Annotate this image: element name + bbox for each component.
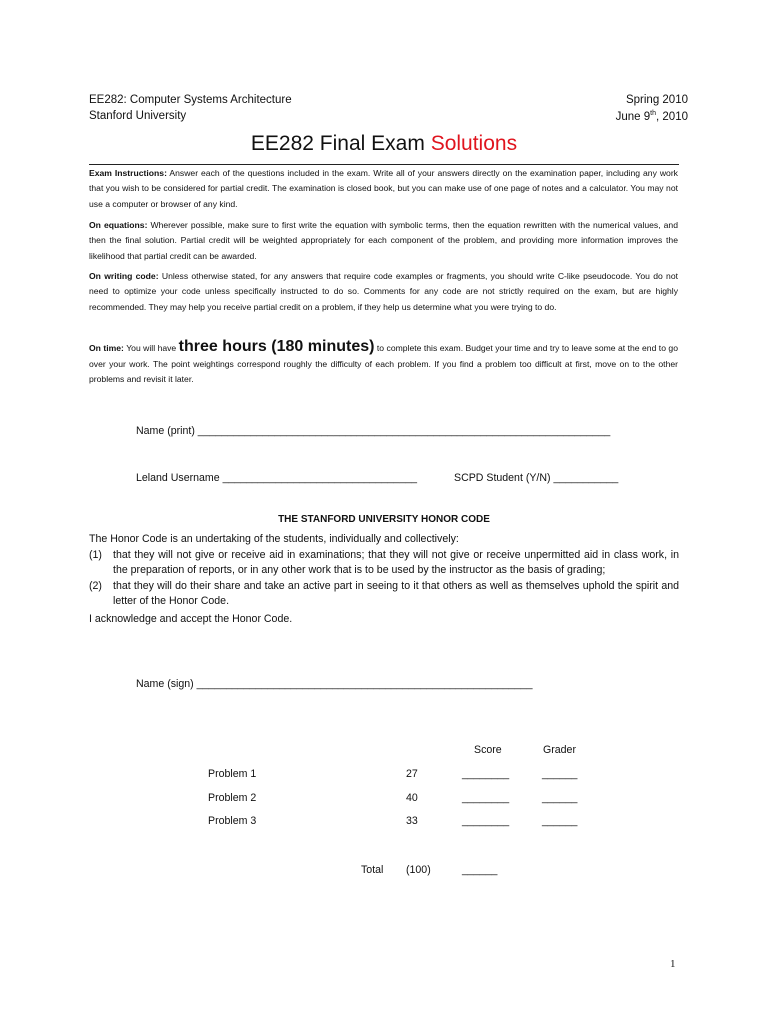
name-print-field[interactable]: Name (print) ______________________________________________________________________ [136, 425, 611, 437]
total-score-blank[interactable]: ______ [462, 864, 498, 876]
honor-code-ack: I acknowledge and accept the Honor Code. [89, 612, 293, 625]
university-name: Stanford University [89, 110, 187, 122]
name-sign-field[interactable]: Name (sign) _________________________________________________________ [136, 678, 533, 690]
problem-score-blank[interactable]: ________ [462, 768, 510, 780]
equations-instructions: On equations: Wherever possible, make sure to first write the equation with symbolic terms, then the equation rewritten with the numerical values, and then the final solution. Partial credit will be weighted appropriately for each component of the problem, and providing more information improves the likelihood that partial credit can be awarded. [89, 220, 678, 261]
scpd-student-field[interactable]: SCPD Student (Y/N) ___________ [454, 472, 619, 484]
total-points: (100) [406, 864, 431, 876]
honor-code-title: THE STANFORD UNIVERSITY HONOR CODE [278, 514, 490, 525]
code-instructions: On writing code: Unless otherwise stated, for any answers that require code examples or fragments, you should write C-like pseudocode. You do not need to optimize your code unless specifically instructed to do so. Comments for any code are not strictly required on the exam, but are highly recommended. They may help you receive partial credit on a problem, if they help us determine what you were trying to do. [89, 271, 678, 312]
exam-date: June 9th, 2010 [615, 110, 688, 123]
honor-code-body [89, 532, 679, 628]
problem-score-blank[interactable]: ________ [462, 815, 510, 827]
honor-code-item-2: (2) that they will do their share and take an active part in seeing to it that others as well as themselves uphold the spirit and letter of the Honor Code. [89, 579, 679, 608]
course-name: EE282: Computer Systems Architecture [89, 94, 292, 106]
score-column-header: Score [474, 744, 502, 756]
problem-grader-blank[interactable]: ______ [542, 768, 578, 780]
problem-label: Problem 3 [208, 815, 257, 827]
exam-instructions: Exam Instructions: Answer each of the questions included in the exam. Write all of your answers directly on the examination paper, including any work that you wish to be considered for partial credit. The examination is closed book, but you can make use of one page of notes and a calculator. You may not use a computer or browser of any kind. [89, 168, 678, 209]
total-label: Total [361, 864, 384, 876]
solutions-highlight: Solutions [430, 132, 518, 155]
problem-score-blank[interactable]: ________ [462, 792, 510, 804]
problem-label: Problem 2 [208, 792, 257, 804]
term: Spring 2010 [625, 94, 688, 106]
problem-points: 33 [406, 815, 418, 827]
leland-username-field[interactable]: Leland Username _________________________________ [136, 472, 417, 484]
problem-label: Problem 1 [208, 768, 257, 780]
title-divider [89, 164, 679, 165]
problem-points: 27 [406, 768, 418, 780]
problem-grader-blank[interactable]: ______ [542, 792, 578, 804]
honor-code-item-1: (1) that they will not give or receive aid in examinations; that they will not give or receive unpermitted aid in class work, in the preparation of reports, or in any other work that is to be used by the instructor as the basis of grading; [89, 548, 679, 577]
page-number: 1 [670, 958, 676, 970]
page-title: EE282 Final Exam Solutions [250, 132, 518, 155]
grader-column-header: Grader [543, 744, 576, 756]
problem-points: 40 [406, 792, 418, 804]
time-instructions: On time: You will have three hours (180 minutes) to complete this exam. Budget your time and try to leave some at the end to go over your work. The point weightings correspond roughly the difficulty of each problem. If you find a problem too difficult at first, move on to the other problems and revisit it later. [89, 338, 678, 384]
problem-grader-blank[interactable]: ______ [542, 815, 578, 827]
honor-code-intro: The Honor Code is an undertaking of the students, individually and collectively: [89, 533, 459, 545]
